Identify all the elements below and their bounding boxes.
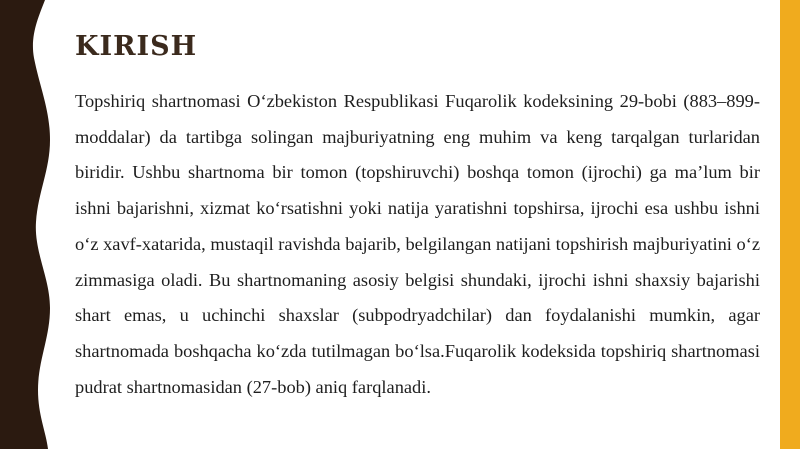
body-paragraph: Topshiriq shartnomasi O‘zbekiston Respublikasi Fuqarolik kodeksining 29-bobi (883–899-moddalar) da tartibga solingan majburiyatning eng muhim va keng tarqalgan turlaridan biridir. Ushbu shartnoma bir tomon (topshiruvchi) boshqa tomon (ijrochi) ga ma’lum bir ishni bajarishni, xizmat ko‘rsatishni yoki natija yaratishni topshirsa, ijrochi esa ushbu ishni o‘z xavf-xatarida, mustaqil ravishda bajarib, belgilangan natijani topshirish majburiyatini o‘z zimmasiga oladi. Bu shartnomaning asosiy belgisi shundaki, ijrochi ishni shaxsiy bajarishi shart emas, u uchinchi shaxslar (subpodryadchilar) dan foydalanishi mumkin, agar shartnomada boshqacha ko‘zda tutilmagan bo‘lsa.Fuqarolik kodeksida topshiriq shartnomasi pudrat shartnomasidan (27-bob) aniq farqlanadi.: [75, 91, 760, 397]
slide-title: KIRISH: [75, 31, 198, 62]
right-accent-bar: [780, 0, 800, 449]
left-decorative-wave-band: [0, 0, 60, 449]
wave-shape: [0, 0, 50, 449]
